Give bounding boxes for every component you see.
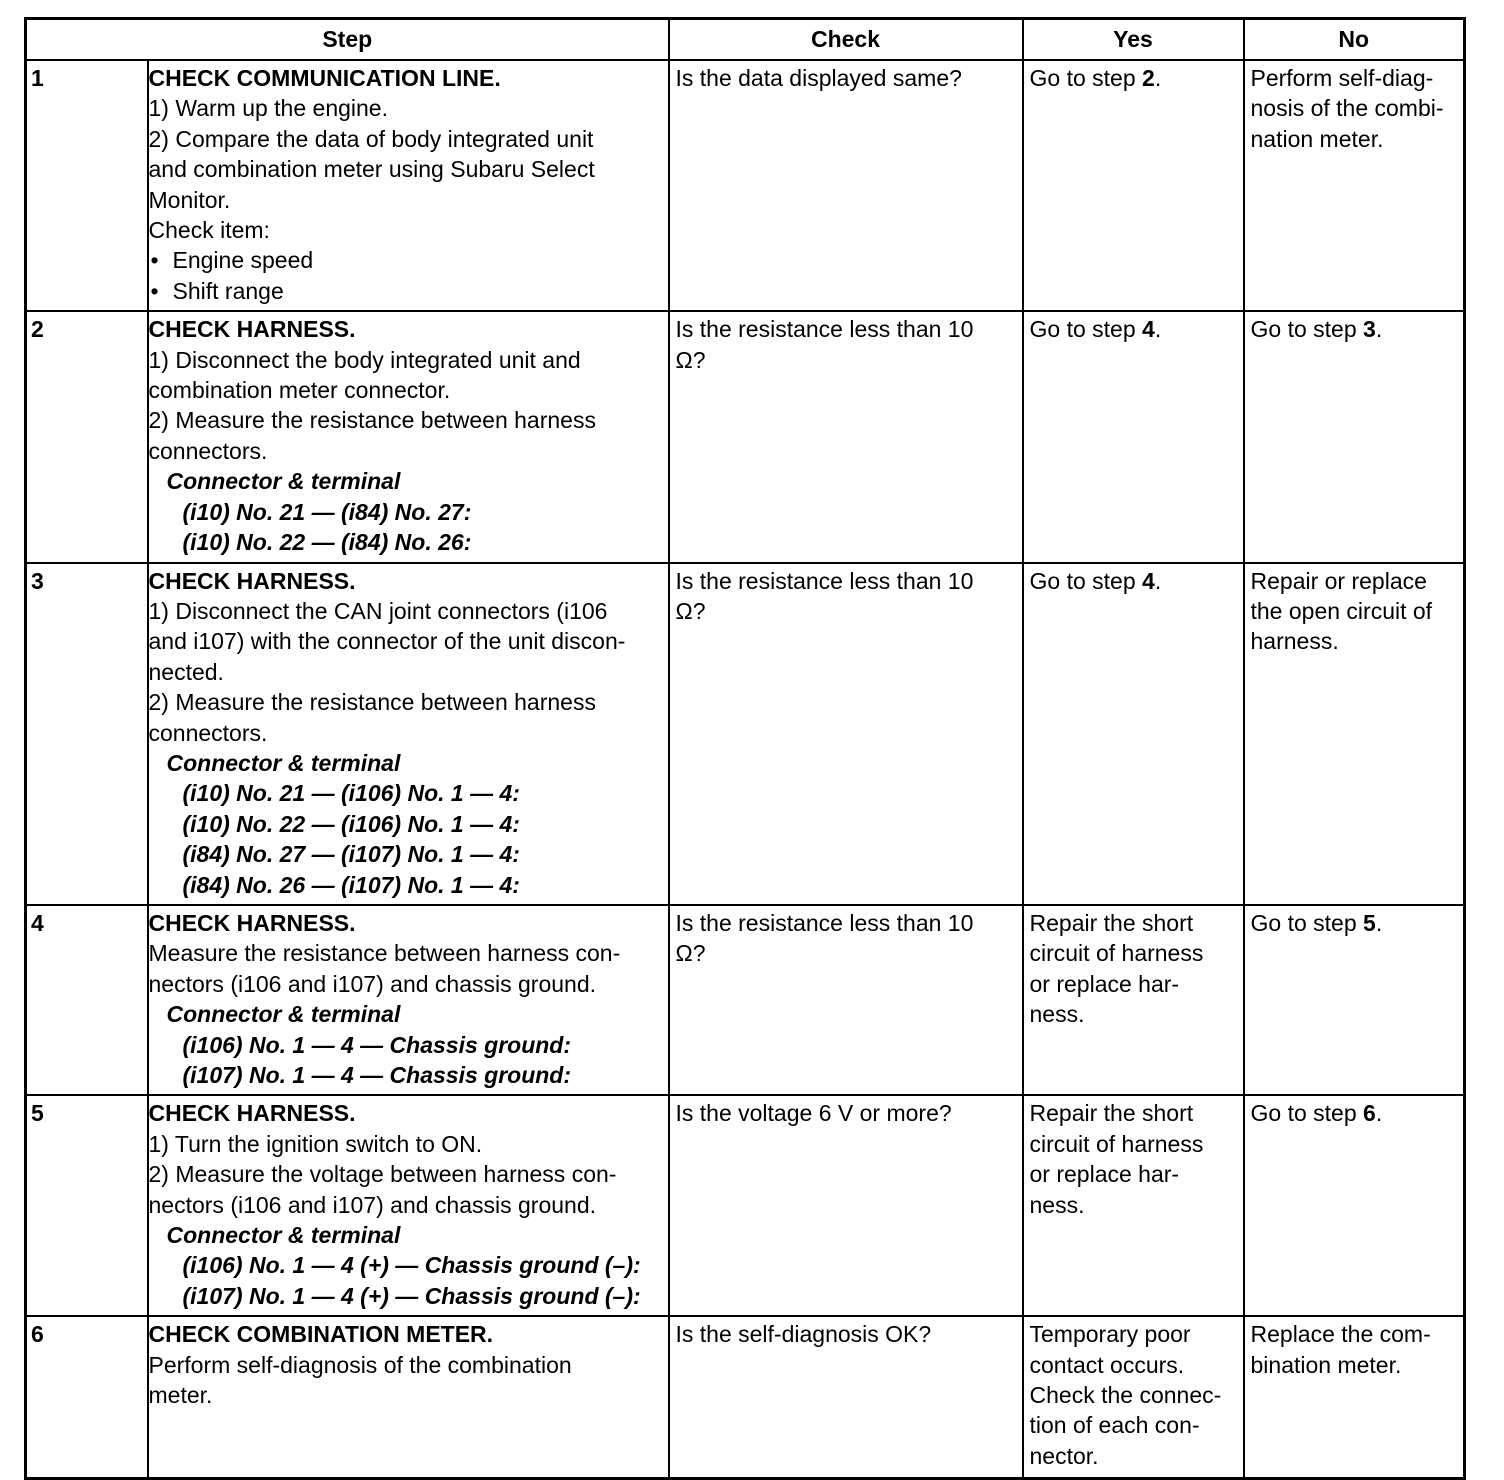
step-title: CHECK HARNESS. [148,1100,356,1127]
connector-terminal: (i84) No. 27 — (i107) No. 1 — 4: [182,841,520,868]
step-instruction: 1) Warm up the engine. [148,95,388,122]
header-step: Step [26,19,669,61]
check-item [149,245,664,275]
step-instruction: 1) Disconnect the body integrated unit and [148,346,581,373]
yes-action [1023,60,1244,311]
step-description [148,1316,669,1478]
step-instruction: and combination meter using Subaru Select [148,156,595,183]
yes-text: Go to step [1029,567,1143,594]
connector-terminal: (i106) No. 1 — 4 (+) — Chassis ground (–): [182,1252,641,1279]
step-instruction: 2) Measure the voltage between harness con- [148,1161,617,1188]
check-item [149,276,664,306]
step-description [148,905,669,1095]
no-step-number: 5 [1363,909,1376,936]
check-question: Is the self-diagnosis OK? [669,1316,1023,1478]
step-instruction: 2) Compare the data of body integrated unit [148,125,594,152]
step-instruction: nectors (i106 and i107) and chassis ground. [148,1191,597,1218]
no-step-number: 6 [1363,1100,1376,1127]
step-instruction: combination meter connector. [148,377,451,404]
header-no: No [1244,19,1465,61]
connector-terminal: (i10) No. 22 — (i84) No. 26: [182,529,472,556]
connector-terminal: (i10) No. 21 — (i106) No. 1 — 4: [182,780,520,807]
yes-action: Repair the short circuit of harness or replace har- ness. [1023,1095,1244,1316]
step-title: CHECK HARNESS. [148,909,356,936]
no-text: Go to step [1250,316,1364,343]
step-description [148,60,669,311]
check-question: Is the resistance less than 10 Ω? [669,311,1023,562]
yes-step-number: 2 [1142,65,1155,91]
step-number: 2 [26,311,148,562]
yes-action [1023,563,1244,905]
check-item-label: Engine speed [172,247,314,274]
check-question: Is the resistance less than 10 Ω? [669,905,1023,1095]
connector-heading: Connector & terminal [166,1001,401,1028]
no-text: Go to step [1250,909,1364,936]
yes-step-number: 4 [1142,316,1155,343]
connector-heading: Connector & terminal [166,468,401,495]
step-title: CHECK HARNESS. [148,316,356,343]
check-question: Is the resistance less than 10 Ω? [669,563,1023,905]
step-title: CHECK COMMUNICATION LINE. [148,65,501,91]
yes-step-number: 4 [1142,567,1155,594]
table-row [26,905,1465,1095]
connector-heading: Connector & terminal [166,1222,401,1249]
connector-terminal: (i84) No. 26 — (i107) No. 1 — 4: [182,871,520,898]
no-period: . [1375,909,1383,936]
step-title: CHECK COMBINATION METER. [148,1321,494,1348]
step-description [148,1095,669,1316]
no-action: Replace the com- bination meter. [1244,1316,1465,1478]
yes-period: . [1154,567,1162,594]
step-instruction: Perform self-diagnosis of the combination [148,1351,572,1378]
no-step-number: 3 [1363,316,1376,343]
no-action [1244,905,1465,1095]
yes-text: Go to step [1029,316,1143,343]
yes-period: . [1154,65,1162,91]
connector-heading: Connector & terminal [166,749,401,776]
step-instruction: Check item: [148,217,270,244]
yes-period: . [1154,316,1162,343]
step-instruction: and i107) with the connector of the unit discon- [148,628,626,655]
step-instruction: connectors. [148,719,268,746]
no-action [1244,1095,1465,1316]
yes-action: Repair the short circuit of harness or replace har- ness. [1023,905,1244,1095]
no-text: Go to step [1250,1100,1364,1127]
no-action: Repair or replace the open circuit of harness. [1244,563,1465,905]
connector-terminal: (i106) No. 1 — 4 — Chassis ground: [182,1031,572,1058]
table-row [26,60,1465,311]
step-instruction: 2) Measure the resistance between harness [148,689,596,716]
step-number: 5 [26,1095,148,1316]
step-title: CHECK HARNESS. [148,567,356,594]
connector-terminal: (i107) No. 1 — 4 — Chassis ground: [182,1062,572,1088]
table-row [26,563,1465,905]
step-instruction: connectors. [148,437,268,464]
yes-text: Go to step [1029,65,1143,91]
step-instruction: 2) Measure the resistance between harness [148,407,596,434]
connector-terminal: (i107) No. 1 — 4 (+) — Chassis ground (–): [182,1282,641,1309]
connector-terminal: (i10) No. 22 — (i106) No. 1 — 4: [182,810,520,837]
header-check: Check [669,19,1023,61]
yes-action [1023,311,1244,562]
step-instruction: Measure the resistance between harness con- [148,940,621,967]
step-number: 3 [26,563,148,905]
diagnostic-table [24,17,1466,1480]
step-number: 6 [26,1316,148,1478]
bullet-icon: • [150,247,159,274]
table-row [26,1095,1465,1316]
step-instruction: 1) Turn the ignition switch to ON. [148,1130,483,1157]
check-item-label: Shift range [172,277,284,304]
check-question: Is the voltage 6 V or more? [669,1095,1023,1316]
no-period: . [1375,316,1383,343]
step-instruction: 1) Disconnect the CAN joint connectors (i106 [148,597,608,624]
connector-terminal: (i10) No. 21 — (i84) No. 27: [182,498,472,525]
step-description [148,311,669,562]
check-question: Is the data displayed same? [669,60,1023,311]
no-period: . [1375,1100,1383,1127]
bullet-icon: • [150,277,159,304]
no-action [1244,311,1465,562]
step-instruction: meter. [148,1382,213,1409]
table-row [26,311,1465,562]
header-yes: Yes [1023,19,1244,61]
step-number: 4 [26,905,148,1095]
step-instruction: nected. [148,658,224,685]
yes-action: Temporary poor contact occurs. Check the connec- tion of each con- nector. [1023,1316,1244,1478]
table-row [26,1316,1465,1478]
header-row [26,19,1465,61]
step-instruction: nectors (i106 and i107) and chassis ground. [148,970,597,997]
no-action: Perform self-diag- nosis of the combi- nation meter. [1244,60,1465,311]
step-number: 1 [26,60,148,311]
step-instruction: Monitor. [148,186,231,213]
step-description [148,563,669,905]
